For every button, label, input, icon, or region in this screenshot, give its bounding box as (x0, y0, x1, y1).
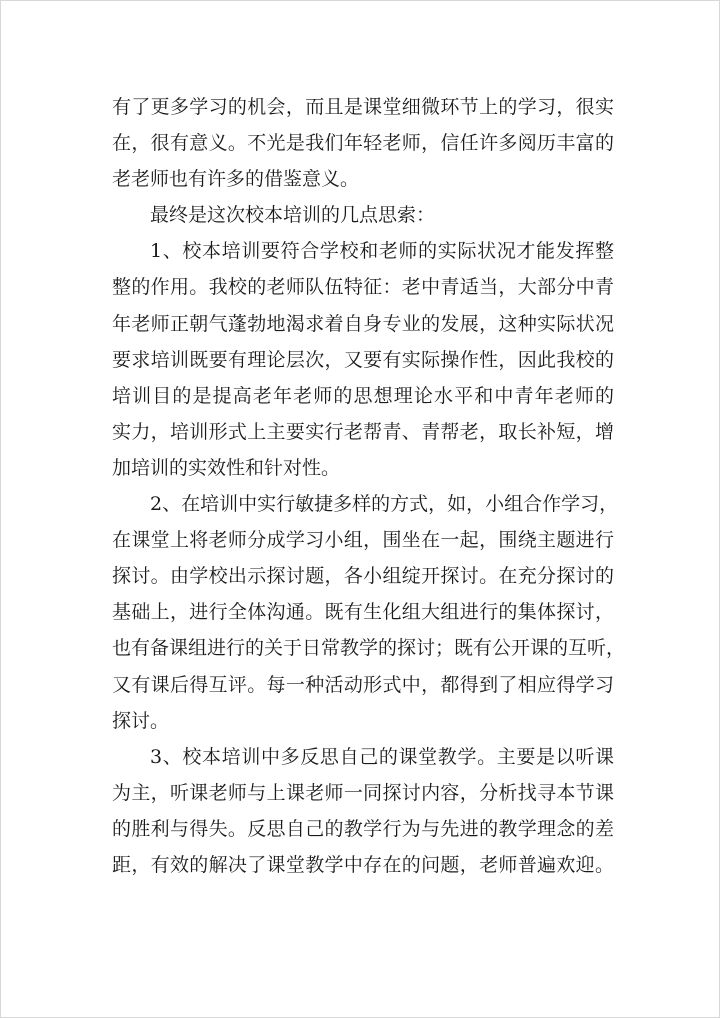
text-line: 为主，听课老师与上课老师一同探讨内容，分析找寻本节课 (112, 781, 614, 804)
document-body (112, 89, 626, 883)
text-line: 要求培训既要有理论层次，又要有实际操作性，因此我校的 (112, 348, 614, 371)
text-line: 培训目的是提高老年老师的思想理论水平和中青年老师的 (112, 384, 614, 407)
text-line: 加培训的实效性和针对性。 (112, 456, 341, 479)
text-line: 老老师也有许多的借鉴意义。 (112, 168, 360, 191)
text-line: 探讨。 (112, 709, 170, 732)
text-line: 探讨。由学校出示探讨题，各小组绽开探讨。在充分探讨的 (112, 565, 614, 588)
text-line: 距，有效的解决了课堂教学中存在的问题，老师普遍欢迎。 (112, 853, 614, 876)
text-line: 3、校本培训中多反思自己的课堂教学。主要是以听课 (150, 745, 614, 768)
text-line: 1、校本培训要符合学校和老师的实际状况才能发挥整 (150, 240, 614, 263)
text-line: 在，很有意义。不光是我们年轻老师，信任许多阅历丰富的 (112, 132, 614, 155)
text-line: 有了更多学习的机会，而且是课堂细微环节上的学习，很实 (112, 96, 614, 118)
text-line: 2、在培训中实行敏捷多样的方式，如，小组合作学习， (150, 493, 619, 516)
text-line: 也有备课组进行的关于日常教学的探讨；既有公开课的互听， (112, 637, 626, 660)
text-line: 的胜利与得失。反思自己的教学行为与先进的教学理念的差 (112, 817, 614, 840)
text-line: 整的作用。我校的老师队伍特征：老中青适当，大部分中青 (112, 276, 614, 299)
text-line: 年老师正朝气蓬勃地渴求着自身专业的发展，这种实际状况 (112, 312, 614, 335)
text-line: 实力，培训形式上主要实行老帮青、青帮老，取长补短，增 (112, 420, 614, 443)
text-line: 又有课后得互评。每一种活动形式中，都得到了相应得学习 (112, 673, 614, 696)
text-line: 基础上，进行全体沟通。既有生化组大组进行的集体探讨， (112, 601, 614, 624)
text-line: 在课堂上将老师分成学习小组，围坐在一起，围绕主题进行 (112, 529, 614, 552)
text-line: 最终是这次校本培训的几点思索： (150, 204, 436, 227)
